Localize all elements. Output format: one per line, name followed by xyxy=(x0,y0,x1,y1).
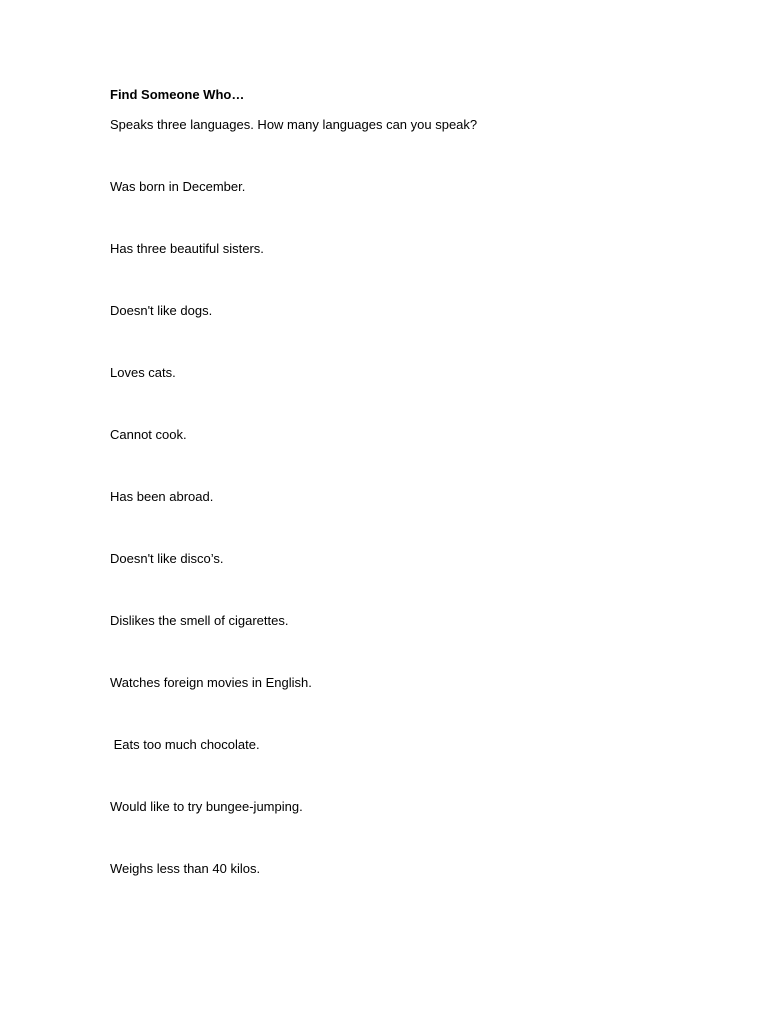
prompt-list xyxy=(110,117,477,923)
list-item: Speaks three languages. How many languages can you speak? xyxy=(110,117,478,132)
list-item: Cannot cook. xyxy=(110,427,187,442)
list-item: Was born in December. xyxy=(110,179,246,194)
list-item: Eats too much chocolate. xyxy=(110,737,260,752)
list-item: Would like to try bungee-jumping. xyxy=(110,799,303,814)
list-item: Doesn't like disco’s. xyxy=(110,551,224,566)
list-item: Has been abroad. xyxy=(110,489,214,504)
list-item: Loves cats. xyxy=(110,365,176,380)
list-item: Watches foreign movies in English. xyxy=(110,675,312,690)
list-item: Doesn't like dogs. xyxy=(110,303,213,318)
list-item: Has three beautiful sisters. xyxy=(110,241,264,256)
list-item: Weighs less than 40 kilos. xyxy=(110,861,261,876)
list-item: Dislikes the smell of cigarettes. xyxy=(110,613,289,628)
document-title: Find Someone Who… xyxy=(110,87,245,102)
